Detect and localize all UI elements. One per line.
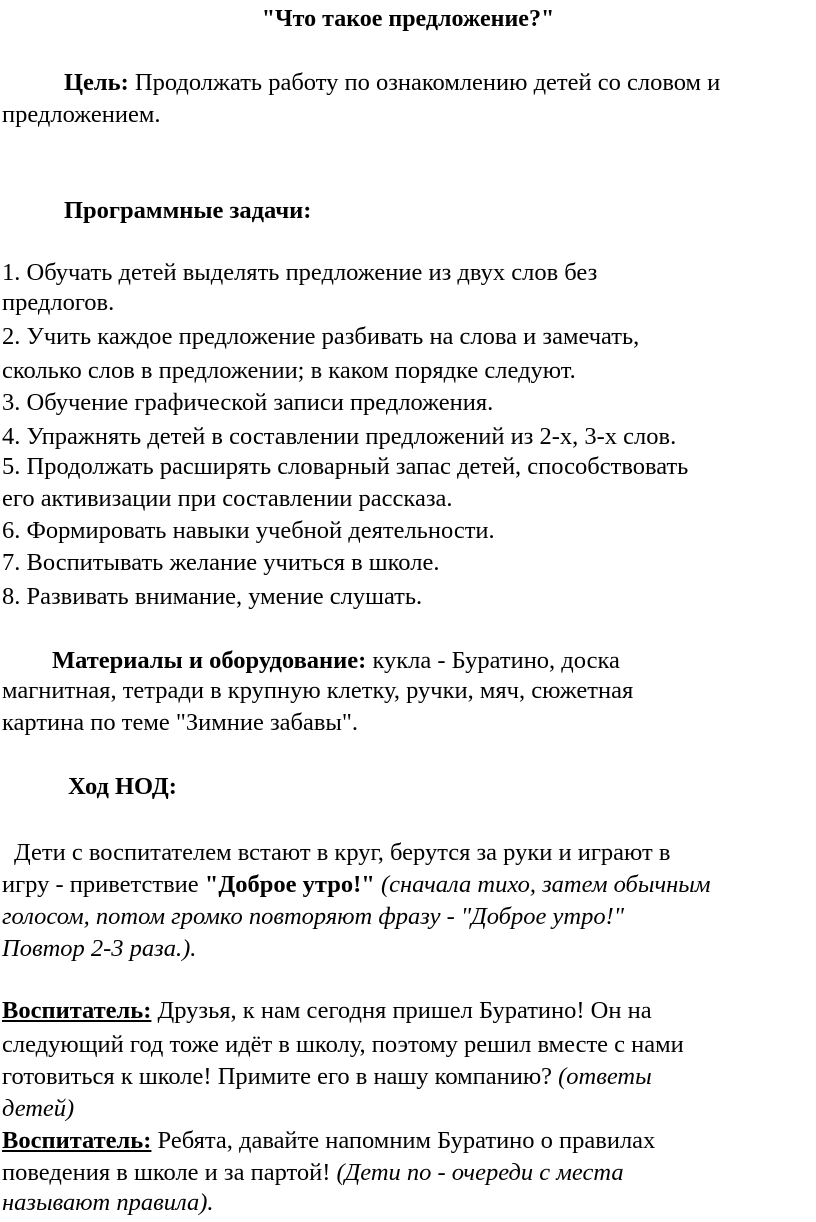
progress-heading — [68, 772, 177, 802]
goal-label: Цель: — [64, 69, 129, 96]
task-line: 6. Формировать навыки учебной деятельности. — [2, 517, 495, 544]
task-line: 5. Продолжать расширять словарный запас детей, способствовать — [2, 453, 689, 480]
dialogue-1-text-1: Друзья, к нам сегодня пришел Буратино! Он на — [151, 997, 652, 1024]
tasks-heading — [64, 196, 311, 226]
task-line: 1. Обучать детей выделять предложение из двух слов без — [2, 259, 598, 286]
intro-text-2: игру - приветствие — [2, 871, 205, 898]
dialogue-2-line-2 — [2, 1158, 624, 1188]
task-line: предлогов. — [2, 289, 115, 316]
dialogue-2-note: (Дети по - очереди с места — [336, 1159, 624, 1186]
dialogue-2-line-1 — [2, 1126, 655, 1156]
task-line: 3. Обучение графической записи предложения. — [2, 389, 494, 416]
intro-note-2: голосом, потом громко повторяют фразу - "Доброе утро!" — [2, 903, 625, 930]
task-line: 4. Упражнять детей в составлении предложений из 2-х, 3-х слов. — [2, 423, 677, 450]
tasks-heading-text: Программные задачи: — [64, 197, 312, 224]
task-line: 8. Развивать внимание, умение слушать. — [2, 583, 423, 610]
intro-text-1: Дети с воспитателем встают в круг, берутся за руки и играют в — [14, 839, 671, 866]
dialogue-1-line-3 — [2, 1062, 652, 1092]
dialogue-1-text-3: готовиться к школе! Примите его в нашу компанию? — [2, 1063, 559, 1090]
greeting-phrase: "Доброе утро!" — [204, 871, 375, 898]
dialogue-1-line-1 — [2, 996, 652, 1026]
materials-line-1 — [52, 646, 620, 676]
dialogue-1-text-2: следующий год тоже идёт в школу, поэтому решил вместе с нами — [2, 1031, 684, 1058]
task-line: 7. Воспитывать желание учиться в школе. — [2, 549, 440, 576]
document-title: "Что такое предложение?" — [261, 6, 555, 32]
dialogue-1-note: (ответы — [558, 1063, 652, 1090]
goal-text-1: Продолжать работу по ознакомлению детей со словом и — [128, 69, 721, 96]
speaker-label: Воспитатель: — [2, 1127, 152, 1154]
speaker-label: Воспитатель: — [2, 997, 152, 1024]
intro-line-2 — [2, 870, 711, 900]
goal-text-2: предложением. — [2, 101, 161, 128]
progress-heading-text: Ход НОД: — [68, 773, 177, 800]
goal-line-1 — [64, 68, 720, 98]
dialogue-2-text-1: Ребята, давайте напомним Буратино о правилах — [151, 1127, 656, 1154]
task-line: его активизации при составлении рассказа. — [2, 485, 453, 512]
dialogue-1-note-2: детей) — [2, 1095, 75, 1122]
dialogue-2-note-2: называют правила). — [2, 1189, 214, 1216]
materials-text-1: кукла - Буратино, доска — [366, 647, 620, 674]
materials-text-3: картина по теме "Зимние забавы". — [2, 709, 358, 736]
materials-text-2: магнитная, тетради в крупную клетку, ручки, мяч, сюжетная — [2, 677, 634, 704]
intro-note-1: (сначала тихо, затем обычным — [374, 871, 711, 898]
intro-note-3: Повтор 2-3 раза.). — [2, 935, 197, 962]
dialogue-2-text-2: поведения в школе и за партой! — [2, 1159, 337, 1186]
task-line: 2. Учить каждое предложение разбивать на слова и замечать, — [2, 323, 640, 350]
task-line: сколько слов в предложении; в каком порядке следуют. — [2, 357, 576, 384]
materials-label: Материалы и оборудование: — [52, 647, 367, 674]
